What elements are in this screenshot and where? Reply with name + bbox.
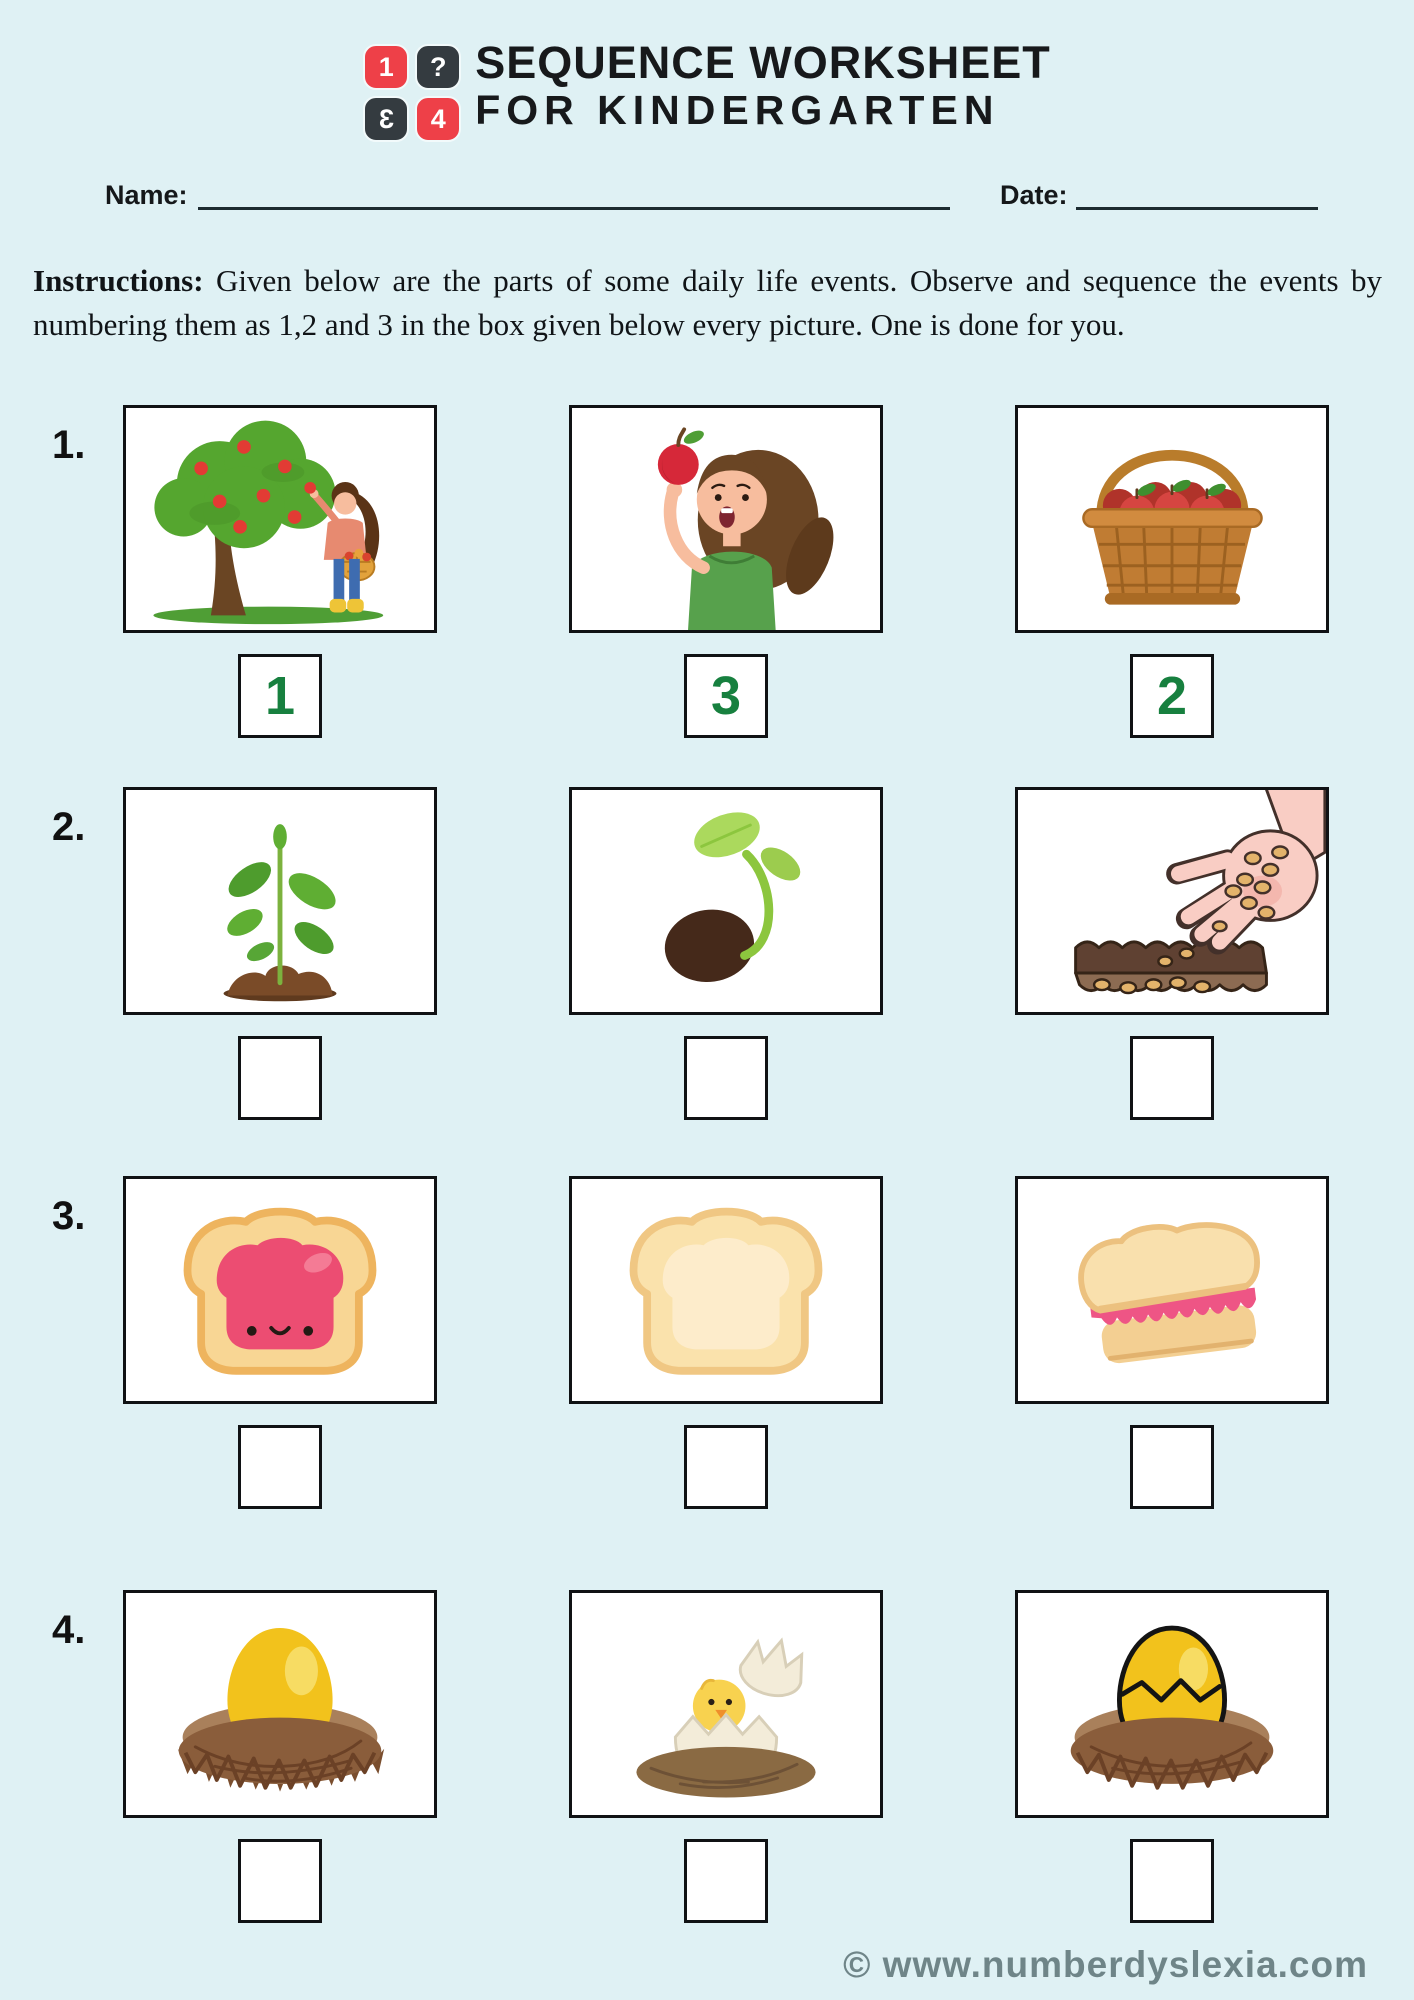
date-label: Date: <box>1000 180 1068 210</box>
hand-sowing-seeds-icon <box>1018 790 1326 1012</box>
picture-chick-hatching <box>569 1590 883 1818</box>
row-2-cell-3 <box>1015 787 1329 1120</box>
row-3-cell-1 <box>123 1176 437 1509</box>
instructions-text: Given below are the parts of some daily life events. Observe and sequence the events by numbering them as 1,2 and 3 in the box given below every picture. One is done for you. <box>33 263 1383 343</box>
picture-cracked-egg <box>1015 1590 1329 1818</box>
picture-jam-sandwich <box>1015 1176 1329 1404</box>
picture-toast-with-jam <box>123 1176 437 1404</box>
date-field <box>1000 180 1318 210</box>
numberdyslexia-logo <box>363 44 461 142</box>
name-label: Name: <box>105 180 188 210</box>
row-4-cell-1 <box>123 1590 437 1923</box>
row-1-answer-box-3[interactable]: 2 <box>1130 654 1214 738</box>
girl-picking-apples-icon <box>126 408 434 630</box>
row-3-answer-box-1[interactable] <box>238 1425 322 1509</box>
name-field <box>105 180 950 210</box>
instructions-label: Instructions: <box>33 263 204 298</box>
seedling-icon <box>126 790 434 1012</box>
row-4-answer-box-1[interactable] <box>238 1839 322 1923</box>
picture-girl-picking-apples <box>123 405 437 633</box>
row-1-cells <box>123 405 1329 738</box>
page-title <box>475 38 1051 134</box>
apple-basket-icon <box>1018 408 1326 630</box>
name-date-row <box>0 180 1414 216</box>
jam-sandwich-icon <box>1018 1179 1326 1401</box>
row-3-answer-box-2[interactable] <box>684 1425 768 1509</box>
row-3-answer-box-3[interactable] <box>1130 1425 1214 1509</box>
row-4-number: 4. <box>52 1608 86 1652</box>
picture-seedling <box>123 787 437 1015</box>
footer-copyright: © www.numberdyslexia.com <box>843 1944 1368 1985</box>
title-line-1: SEQUENCE WORKSHEET <box>475 37 1051 88</box>
picture-apple-basket <box>1015 405 1329 633</box>
picture-girl-eating-apple <box>569 405 883 633</box>
row-1-cell-3 <box>1015 405 1329 738</box>
seed-sprout-icon <box>572 790 880 1012</box>
row-4-cell-2 <box>569 1590 883 1923</box>
row-3-number: 3. <box>52 1194 86 1238</box>
row-2-answer-box-2[interactable] <box>684 1036 768 1120</box>
girl-eating-apple-icon <box>572 408 880 630</box>
row-1-cell-2 <box>569 405 883 738</box>
logo-tile-question <box>415 44 461 90</box>
logo-tile-1-label: 1 <box>378 51 394 82</box>
title-line-2: FOR KINDERGARTEN <box>475 87 1000 134</box>
row-2-cell-2 <box>569 787 883 1120</box>
row-2-cell-1 <box>123 787 437 1120</box>
row-4-answer-box-3[interactable] <box>1130 1839 1214 1923</box>
logo-tile-4-label: 4 <box>430 103 446 134</box>
egg-in-nest-icon <box>126 1593 434 1815</box>
instructions-paragraph <box>33 259 1382 347</box>
row-2-answer-box-1[interactable] <box>238 1036 322 1120</box>
row-1-answer-box-2[interactable]: 3 <box>684 654 768 738</box>
row-3-cell-2 <box>569 1176 883 1509</box>
picture-seed-sprout <box>569 787 883 1015</box>
logo-tile-3 <box>363 96 409 142</box>
picture-egg-in-nest <box>123 1590 437 1818</box>
row-2-number: 2. <box>52 805 86 849</box>
row-1-answer-box-1[interactable]: 1 <box>238 654 322 738</box>
cracked-egg-in-nest-icon <box>1018 1593 1326 1815</box>
row-2-answer-box-3[interactable] <box>1130 1036 1214 1120</box>
row-2-cells <box>123 787 1329 1120</box>
date-input-line[interactable] <box>1076 181 1318 210</box>
row-4-cells <box>123 1590 1329 1923</box>
row-4-answer-box-2[interactable] <box>684 1839 768 1923</box>
chick-hatching-icon <box>572 1593 880 1815</box>
logo-tile-3-label: 3 <box>378 103 394 134</box>
picture-plain-bread <box>569 1176 883 1404</box>
row-3-cell-3 <box>1015 1176 1329 1509</box>
plain-bread-icon <box>572 1179 880 1401</box>
row-3-cells <box>123 1176 1329 1509</box>
name-input-line[interactable] <box>198 181 950 210</box>
toast-with-jam-icon <box>126 1179 434 1401</box>
logo-tile-1 <box>363 44 409 90</box>
row-1-number: 1. <box>52 423 86 467</box>
header <box>0 38 1414 142</box>
logo-tile-4 <box>415 96 461 142</box>
row-1-cell-1 <box>123 405 437 738</box>
row-4-cell-3 <box>1015 1590 1329 1923</box>
picture-hand-sowing-seeds <box>1015 787 1329 1015</box>
logo-tile-question-label: ? <box>429 51 447 82</box>
